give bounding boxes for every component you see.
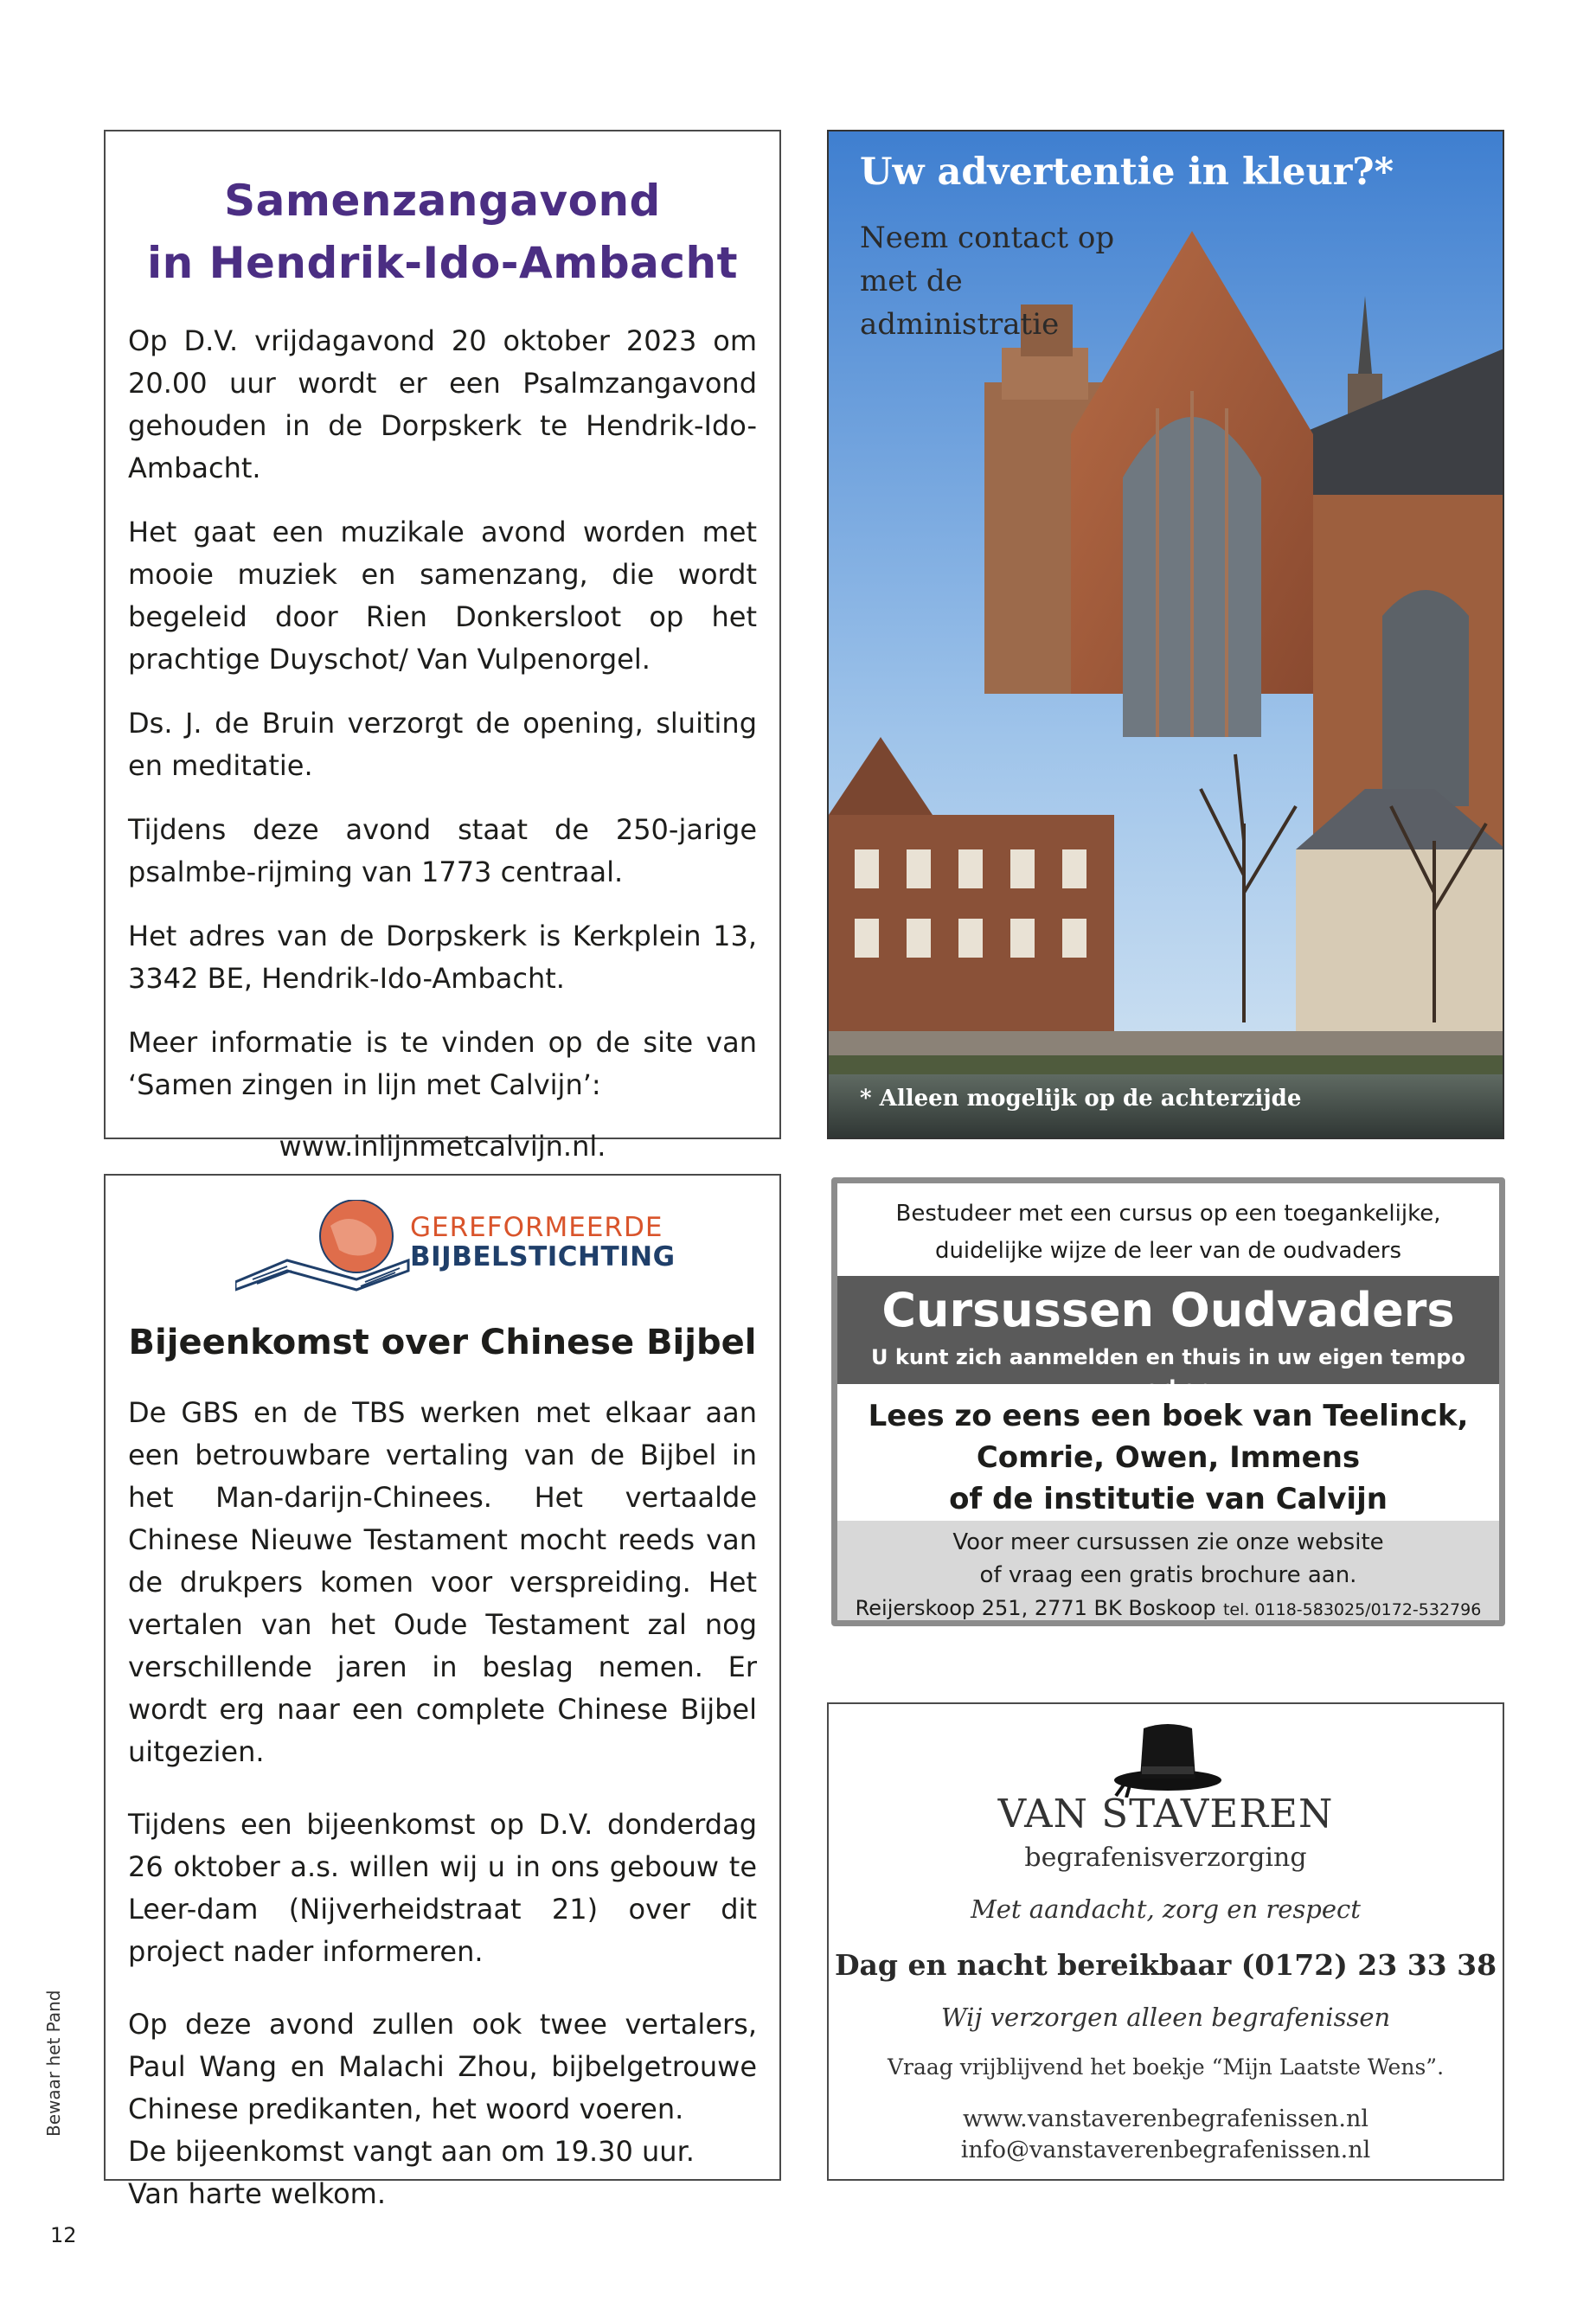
- samenzang-paragraph: Ds. J. de Bruin verzorgt de opening, sluiting en meditatie.: [128, 707, 757, 782]
- cursus-authors-line: of de institutie van Calvijn: [949, 1482, 1388, 1516]
- cursus-address: Reijerskoop 251, 2771 BK Boskoop: [855, 1596, 1216, 1620]
- cursus-title-band: [837, 1276, 1499, 1400]
- staveren-phone: Dag en nacht bereikbaar (0172) 23 33 38: [834, 1948, 1497, 1982]
- cursus-title: Cursussen Oudvaders: [881, 1283, 1455, 1337]
- cursus-subtitle: U kunt zich aanmelden en thuis in uw eigen tempo werken: [871, 1345, 1465, 1400]
- samenzang-title-line2: in Hendrik-Ido-Ambacht: [146, 238, 739, 288]
- staveren-subtitle: begrafenisverzorging: [1024, 1843, 1307, 1873]
- samenzang-title-line1: Samenzangavond: [224, 176, 661, 226]
- gbs-paragraph: De GBS en de TBS werken met elkaar aan een betrouwbare vertaling van de Bijbel in het Man-darijn-Chinees. Het vertaalde Chinese Nieuwe Testament mocht reeds van de drukpers komen voor verspreiding. Het vertalen van het Oude Testament zal nog verschillende jaren in beslag nemen. Er wordt erg naar een complete Chinese Bijbel uitgezien.: [128, 1396, 757, 1768]
- staveren-booklet: Vraag vrijblijvend het boekje “Mijn Laatste Wens”.: [887, 2054, 1445, 2080]
- samenzang-paragraph: Meer informatie is te vinden op de site van ‘Samen zingen in lijn met Calvijn’:: [128, 1026, 757, 1101]
- samenzang-paragraph: Het adres van de Dorpskerk is Kerkplein 13, 3342 BE, Hendrik-Ido-Ambacht.: [128, 920, 757, 995]
- gbs-paragraph: Tijdens een bijeenkomst op D.V. donderdag 26 oktober a.s. willen wij u in ons gebouw te Leer-dam (Nijverheidstraat 21) over dit project nader informeren.: [128, 1808, 757, 1968]
- cursus-authors-line: Lees zo eens een boek van Teelinck,: [868, 1399, 1469, 1433]
- gbs-logo-line2: BIJBELSTICHTING: [410, 1241, 676, 1272]
- samenzang-url: www.inlijnmetcalvijn.nl.: [279, 1130, 606, 1163]
- cursus-footer: [837, 1521, 1499, 1620]
- cursus-intro-line: Bestudeer met een cursus op een toegankelijke,: [895, 1201, 1441, 1227]
- side-label: Bewaar het Pand: [43, 1990, 64, 2137]
- gbs-content: [128, 1392, 757, 2215]
- staveren-website: www.vanstaverenbegrafenissen.nl: [963, 2106, 1368, 2132]
- cursus-intro-line: duidelijke wijze de leer van de oudvaders: [934, 1238, 1402, 1264]
- gbs-notice: [104, 1174, 781, 2210]
- gbs-paragraph: Op deze avond zullen ook twee vertalers, Paul Wang en Malachi Zhou, bijbelgetrouwe Chinese predikanten, het woord voeren.: [128, 2008, 757, 2125]
- staveren-motto: Met aandacht, zorg en respect: [971, 1894, 1361, 1924]
- samenzang-paragraph: Op D.V. vrijdagavond 20 oktober 2023 om 20.00 uur wordt er een Psalmzangavond gehouden in de Dorpskerk te Hendrik-Ido-Ambacht.: [128, 324, 757, 484]
- cursus-advertisement: [831, 1177, 1505, 1626]
- staveren-advertisement: [827, 1702, 1504, 2181]
- samenzang-paragraph: Tijdens deze avond staat de 250-jarige psalmbe-rijming van 1773 centraal.: [128, 813, 757, 888]
- cursus-intro: [837, 1195, 1499, 1270]
- cursus-footer-line: of vraag een gratis brochure aan.: [979, 1562, 1357, 1588]
- cursus-footer-line: Voor meer cursussen zie onze website: [952, 1529, 1384, 1555]
- staveren-name: VAN STAVEREN: [997, 1791, 1334, 1836]
- cursus-authors-line: Comrie, Owen, Immens: [976, 1440, 1361, 1475]
- samenzang-notice: [104, 130, 781, 1163]
- staveren-services: Wij verzorgen alleen begrafenissen: [940, 2003, 1391, 2032]
- cursus-authors: [837, 1395, 1499, 1520]
- gbs-heading: Bijeenkomst over Chinese Bijbel: [128, 1323, 757, 1362]
- gbs-welcome: Van harte welkom.: [128, 2177, 386, 2210]
- gbs-logo-line1: GEREFORMEERDE: [410, 1212, 663, 1243]
- kleur-footnote: * Alleen mogelijk op de achterzijde: [860, 1086, 1302, 1112]
- samenzang-paragraph: Het gaat een muzikale avond worden met mooie muziek en samenzang, die wordt begeleid door Rien Donkersloot op het prachtige Duyschot/ Van Vulpenorgel.: [128, 516, 757, 676]
- page-number: 12: [50, 2223, 77, 2247]
- color-advertisement: [827, 130, 1504, 1139]
- gbs-time: De bijeenkomst vangt aan om 19.30 uur.: [128, 2135, 695, 2168]
- staveren-contact: [829, 2104, 1503, 2166]
- kleur-title: Uw advertentie in kleur?*: [860, 151, 1394, 194]
- kleur-subtitle: Neem contact op met de administratie: [860, 221, 1115, 342]
- staveren-email: info@vanstaverenbegrafenissen.nl: [960, 2137, 1371, 2163]
- top-hat-icon: [1107, 1720, 1228, 1798]
- cursus-phone: tel. 0118-583025/0172-532796: [1222, 1600, 1482, 1619]
